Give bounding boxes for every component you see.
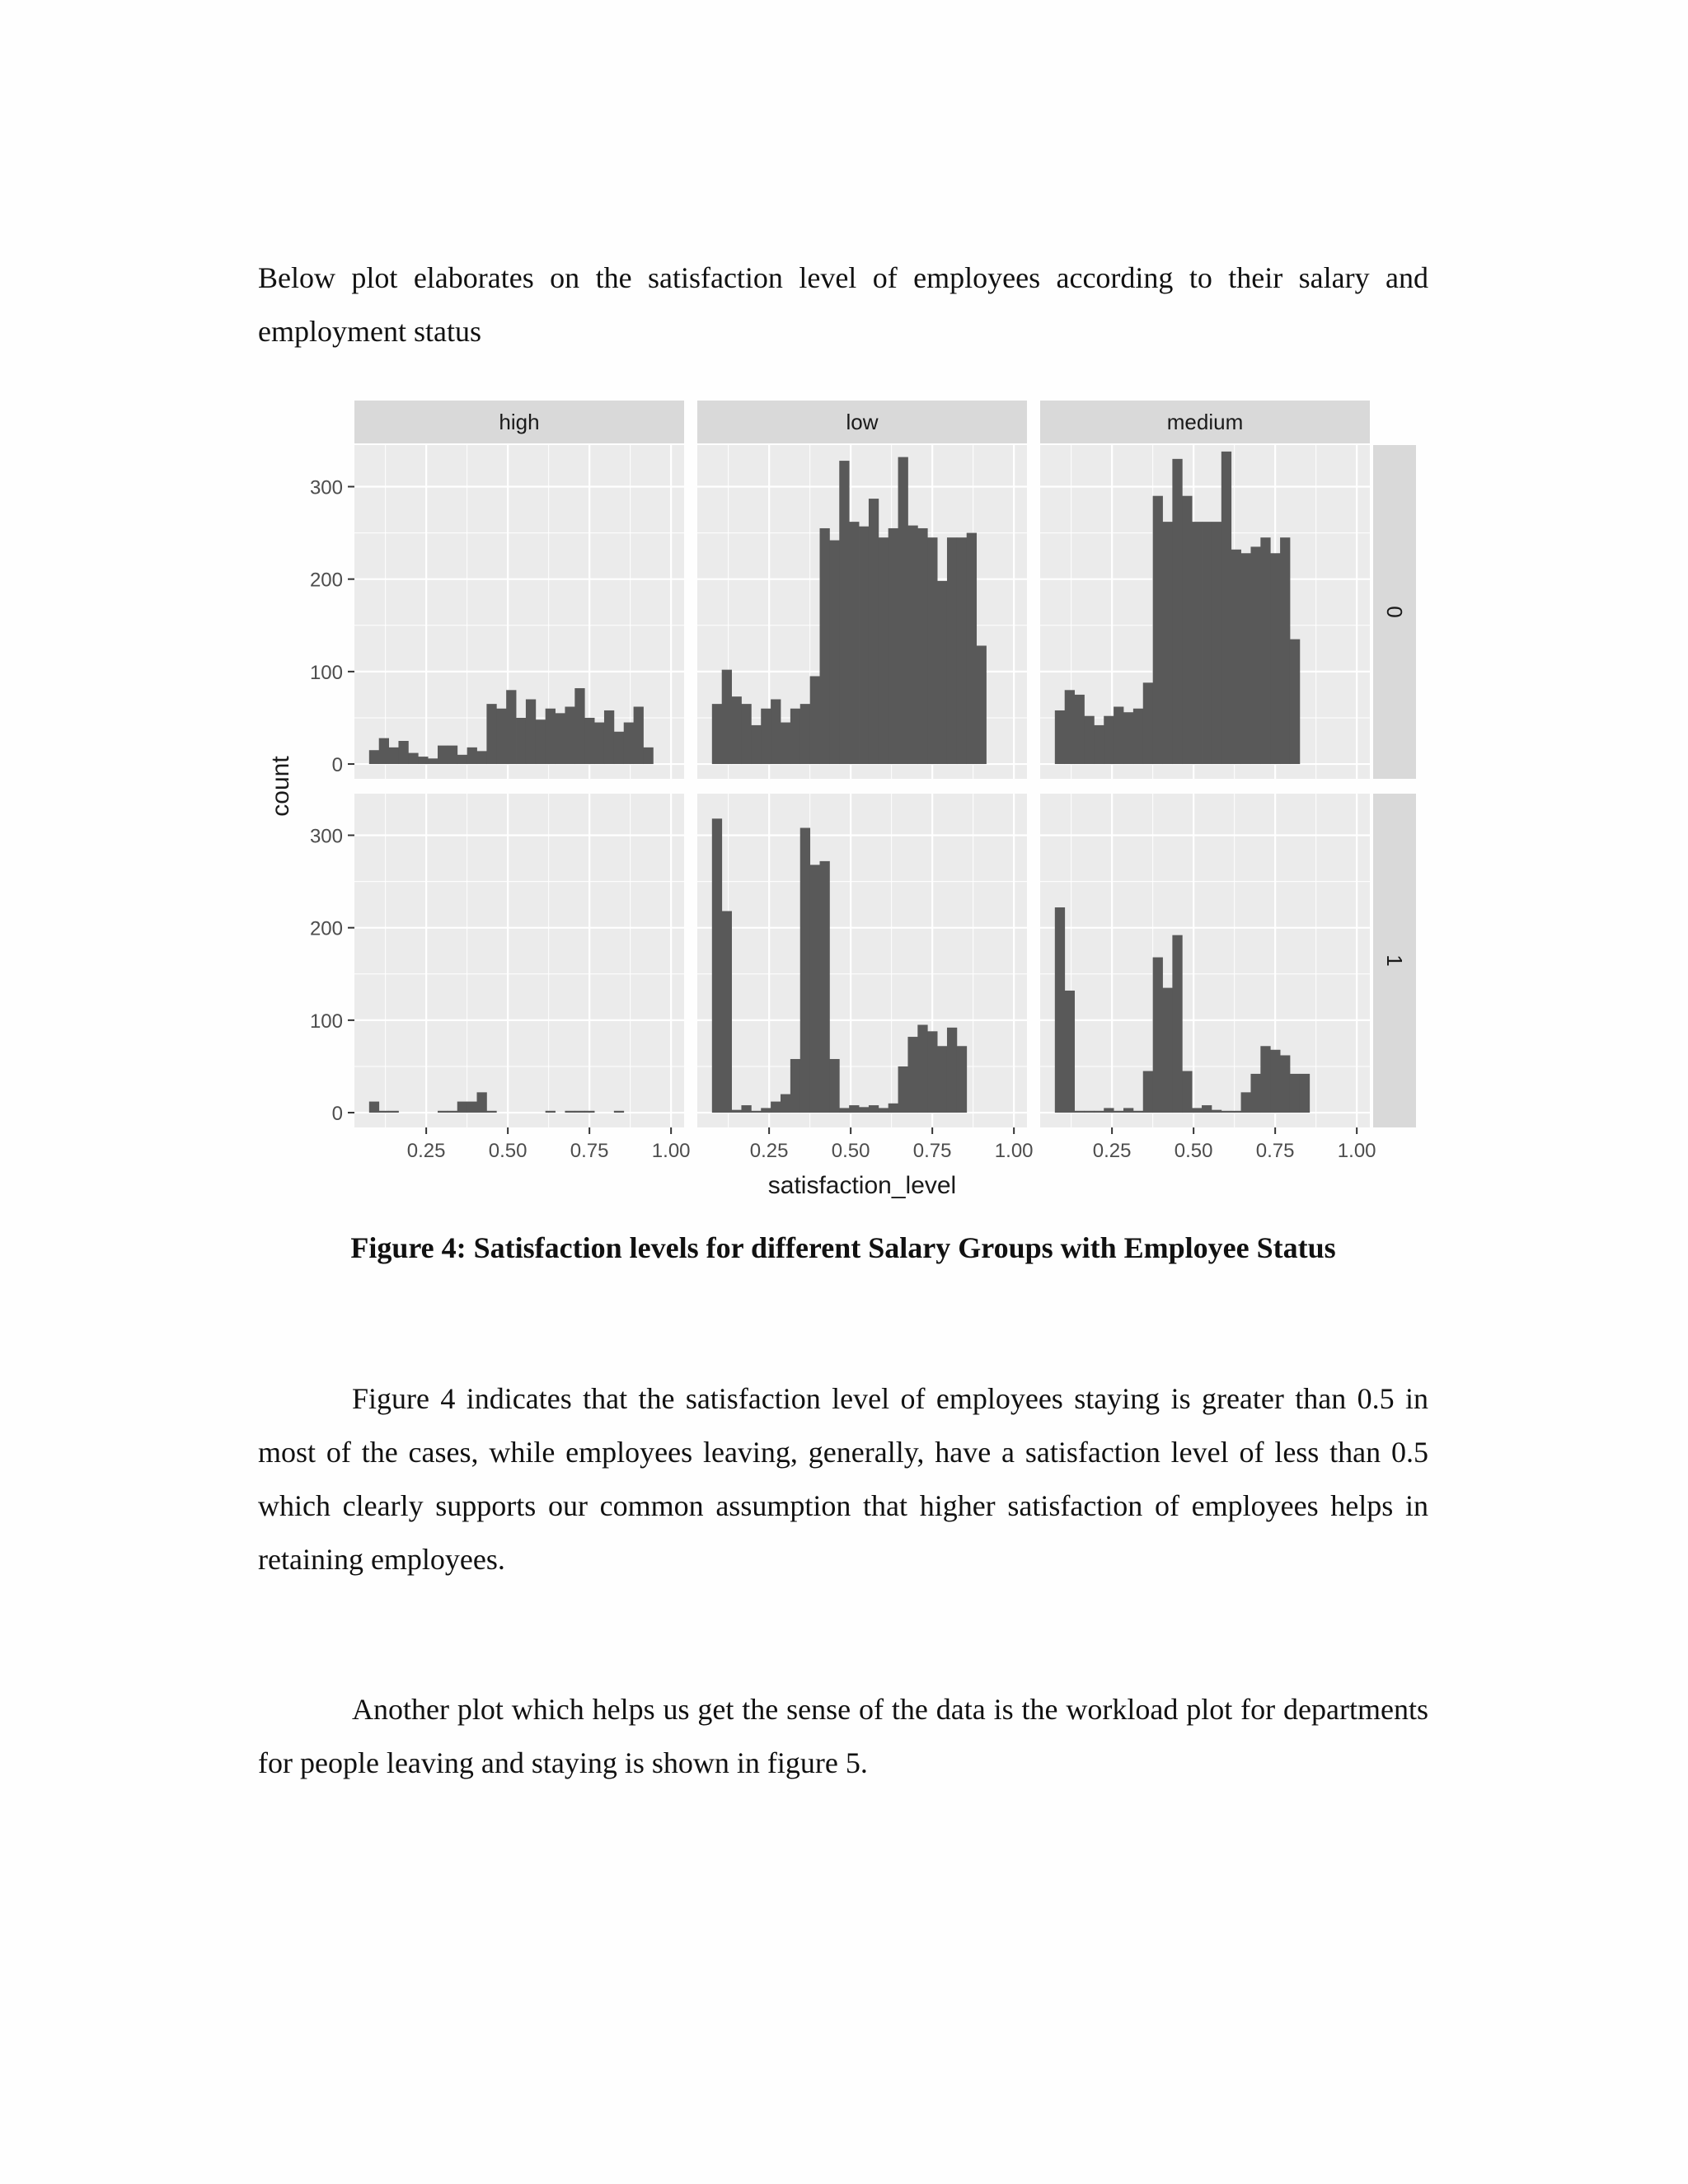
histogram-bar [732, 696, 742, 764]
histogram-bar [751, 725, 761, 764]
histogram-bar [467, 748, 477, 764]
histogram-bar [1280, 537, 1290, 764]
y-tick-label: 200 [309, 917, 343, 940]
histogram-bar [398, 741, 408, 764]
histogram-bar [1065, 991, 1075, 1113]
histogram-bar [937, 1046, 947, 1113]
histogram-bar [1212, 522, 1221, 764]
x-tick-label: 0.25 [749, 1140, 789, 1162]
histogram-bar [839, 1108, 849, 1113]
histogram-bar [1270, 1050, 1280, 1113]
histogram-bar [947, 1028, 957, 1113]
histogram-bar [1094, 725, 1104, 764]
histogram-bar [957, 1046, 967, 1113]
x-axis-title: satisfaction_level [767, 1172, 957, 1199]
panel-background [354, 794, 684, 1127]
histogram-bar [428, 758, 438, 764]
histogram-bar [1280, 1055, 1290, 1113]
histogram-bar [790, 709, 800, 764]
histogram-bar [829, 541, 839, 764]
x-tick-label: 1.00 [994, 1140, 1034, 1162]
histogram-bar [467, 1102, 477, 1113]
histogram-bar [810, 865, 820, 1113]
histogram-bar [1241, 553, 1251, 764]
histogram-bar [761, 709, 771, 764]
histogram-bar [1163, 522, 1173, 764]
histogram-bar [829, 1059, 839, 1113]
histogram-bar [546, 1111, 556, 1113]
histogram-bar [761, 1108, 771, 1113]
histogram-bar [418, 757, 428, 764]
histogram-bar [1133, 709, 1143, 764]
histogram-bar [1290, 640, 1300, 764]
histogram-bar [574, 688, 584, 764]
histogram-bar [574, 1111, 584, 1113]
facet-label-column: low [846, 410, 879, 434]
y-tick-label: 100 [309, 661, 343, 684]
histogram-bar [1104, 1108, 1114, 1113]
histogram-bar [1202, 1105, 1212, 1113]
histogram-bar [917, 528, 927, 764]
histogram-bar [565, 706, 574, 764]
histogram-bar [389, 748, 399, 764]
histogram-bar [859, 527, 869, 764]
histogram-bar [634, 706, 644, 764]
y-axis-title: count [267, 756, 294, 817]
facet-label-column: medium [1166, 410, 1244, 434]
facet-label-column: high [499, 410, 540, 434]
histogram-bar [898, 1066, 908, 1113]
histogram-bar [732, 1110, 742, 1113]
histogram-bar [438, 746, 448, 764]
y-tick-label: 300 [309, 825, 343, 848]
histogram-bar [486, 704, 496, 764]
histogram-bar [907, 1037, 917, 1113]
histogram-bar [496, 709, 506, 764]
x-tick-label: 0.75 [570, 1140, 609, 1162]
x-tick-label: 0.25 [1092, 1140, 1132, 1162]
histogram-bar [741, 1105, 751, 1113]
histogram-bar [1250, 1074, 1260, 1113]
histogram-bar [957, 537, 967, 764]
histogram-bar [1231, 1111, 1241, 1113]
x-tick-label: 0.75 [912, 1140, 952, 1162]
histogram-bar [457, 755, 467, 764]
histogram-bar [1143, 682, 1153, 764]
histogram-bar [1114, 1111, 1123, 1113]
histogram-bar [1172, 459, 1182, 764]
panel-background [697, 794, 1027, 1127]
histogram-bar [1114, 706, 1123, 764]
histogram-bar [898, 457, 908, 764]
histogram-bar [849, 522, 859, 764]
histogram-bar [448, 1111, 457, 1113]
y-tick-label: 0 [331, 754, 343, 777]
histogram-bar [584, 718, 594, 764]
histogram-bar [379, 738, 389, 764]
x-tick-label: 1.00 [1337, 1140, 1376, 1162]
histogram-bar [800, 828, 810, 1113]
histogram-bar [800, 704, 810, 764]
facet-label-row: 1 [1382, 954, 1407, 967]
histogram-bar [889, 528, 898, 764]
histogram-bar [889, 1104, 898, 1113]
histogram-bar [1055, 907, 1065, 1113]
histogram-bar [917, 1024, 927, 1113]
histogram-bar [810, 676, 820, 764]
histogram-bar [1123, 1108, 1133, 1113]
histogram-bar [879, 537, 889, 764]
histogram-bar [624, 723, 634, 764]
histogram-bar [1231, 550, 1241, 764]
histogram-bar [967, 533, 977, 764]
y-tick-label: 0 [331, 1103, 343, 1126]
histogram-bar [937, 581, 947, 764]
histogram-bar [849, 1105, 859, 1113]
histogram-bar [741, 704, 751, 764]
histogram-bar [1290, 1074, 1300, 1113]
histogram-bar [584, 1111, 594, 1113]
histogram-bar [820, 861, 830, 1113]
histogram-bar [536, 719, 546, 764]
histogram-bar [1221, 452, 1231, 764]
histogram-bar [869, 1105, 879, 1113]
histogram-bar [781, 723, 790, 764]
x-tick-label: 0.50 [488, 1140, 528, 1162]
histogram-bar [1123, 712, 1133, 764]
histogram-bar [1192, 522, 1202, 764]
histogram-bar [947, 537, 957, 764]
histogram-bar [1260, 537, 1270, 764]
histogram-bar [1221, 1111, 1231, 1113]
histogram-bar [820, 528, 830, 764]
histogram-bar [614, 1111, 624, 1113]
histogram-bar [1270, 553, 1280, 764]
histogram-bar [438, 1111, 448, 1113]
histogram-bar [1065, 690, 1075, 764]
histogram-bar [1075, 695, 1085, 764]
histogram-bar [771, 1102, 781, 1113]
histogram-bar [1260, 1046, 1270, 1113]
histogram-bar [1182, 1071, 1192, 1113]
histogram-bar [722, 911, 732, 1113]
histogram-bar [506, 690, 516, 764]
intro-paragraph: Below plot elaborates on the satisfaction level of employees according to their salary and employment status [258, 261, 1428, 348]
histogram-bar [477, 1092, 487, 1113]
histogram-bar [1212, 1110, 1221, 1113]
x-tick-label: 0.25 [406, 1140, 446, 1162]
y-tick-label: 300 [309, 476, 343, 499]
histogram-bar [546, 709, 556, 764]
histogram-bar [457, 1102, 467, 1113]
x-tick-label: 1.00 [651, 1140, 691, 1162]
histogram-bar [526, 700, 536, 765]
histogram-bar [907, 526, 917, 764]
histogram-bar [790, 1059, 800, 1113]
x-tick-label: 0.50 [1174, 1140, 1213, 1162]
x-tick-label: 0.50 [831, 1140, 870, 1162]
histogram-bar [1241, 1092, 1251, 1113]
histogram-bar [614, 732, 624, 764]
histogram-bar [565, 1111, 574, 1113]
histogram-bar [369, 1102, 379, 1113]
facet-label-row: 0 [1382, 606, 1407, 618]
body-paragraph-1: Figure 4 indicates that the satisfaction level of employees staying is greater than 0.5 in most of the cases, while employees leaving, generally, have a satisfaction level of less than 0.5 which clearly supports our common assumption that higher satisfaction of employees helps in retaining employees. [258, 1382, 1428, 1576]
body-paragraph-2: Another plot which helps us get the sense of the data is the workload plot for departments for people leaving and staying is shown in figure 5. [258, 1693, 1428, 1779]
histogram-bar [477, 751, 487, 764]
histogram-bar [1133, 1111, 1143, 1113]
histogram-bar [869, 499, 879, 764]
histogram-bar [643, 748, 653, 764]
histogram-bar [486, 1111, 496, 1113]
histogram-bar [604, 710, 614, 764]
histogram-bar [389, 1111, 399, 1113]
histogram-bar [751, 1111, 761, 1113]
histogram-bar [712, 704, 722, 764]
histogram-bar [1163, 988, 1173, 1113]
histogram-bar [1153, 958, 1163, 1113]
histogram-bar [712, 818, 722, 1113]
histogram-bar [408, 753, 418, 764]
histogram-bar [379, 1111, 389, 1113]
histogram-bar [722, 670, 732, 764]
histogram-bar [1153, 496, 1163, 764]
histogram-bar [1192, 1108, 1202, 1113]
histogram-bar [1094, 1111, 1104, 1113]
histogram-bar [594, 723, 604, 764]
histogram-bar [1055, 710, 1065, 764]
histogram-bar [1084, 716, 1094, 764]
histogram-bar [977, 645, 987, 764]
histogram-bar [927, 1031, 937, 1113]
histogram-bar [839, 461, 849, 764]
histogram-bar [556, 713, 565, 764]
histogram-bar [448, 746, 457, 764]
histogram-bar [879, 1108, 889, 1113]
panel-background [1040, 794, 1370, 1127]
figure-caption: Figure 4: Satisfaction levels for different Salary Groups with Employee Status [350, 1231, 1336, 1264]
histogram-bar [1172, 935, 1182, 1113]
histogram-bar [927, 537, 937, 764]
histogram-bar [859, 1107, 869, 1113]
histogram-bar [1182, 496, 1192, 764]
x-tick-label: 0.75 [1255, 1140, 1295, 1162]
histogram-bar [1202, 522, 1212, 764]
histogram-bar [1143, 1071, 1153, 1113]
histogram-bar [771, 700, 781, 765]
histogram-bar [1250, 546, 1260, 764]
histogram-bar [1104, 716, 1114, 764]
histogram-bar [1084, 1111, 1094, 1113]
histogram-bar [781, 1094, 790, 1113]
y-tick-label: 100 [309, 1010, 343, 1033]
histogram-bar [516, 718, 526, 764]
y-tick-label: 200 [309, 569, 343, 592]
histogram-bar [1075, 1111, 1085, 1113]
histogram-bar [369, 750, 379, 764]
histogram-bar [1300, 1074, 1310, 1113]
faceted-histogram [264, 394, 1418, 1210]
